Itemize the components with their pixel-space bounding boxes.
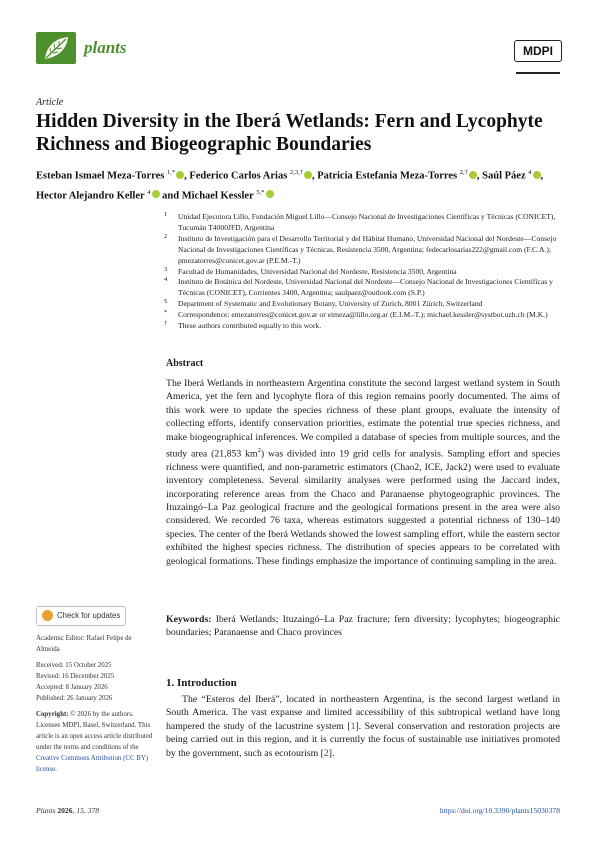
copyright-end: . bbox=[55, 766, 57, 773]
affiliations bbox=[162, 212, 562, 332]
abstract-heading: Abstract bbox=[166, 358, 204, 369]
affiliation-mark: † bbox=[164, 320, 168, 328]
plants-leaf-icon bbox=[36, 32, 76, 64]
abstract-text: ) was divided into 19 grid cells for analysis. Sampling effort and species richness were quantified, and non-parametric estimators (Chao2, ICE, Jack2) were used to evaluate inventory completeness. Several similarity analyses were performed using the Jaccard index, incorporating reference areas from the Chaco and Paranaense phytogeographic provinces. The Ituzaingó–La Paz geological fracture and the geological formations present in the area were also considered. We recorded 76 taxa, whereas estimators suggested a potential richness of 130–140 species. The center of the Iberá Wetlands showed the lowest sampling effort, while the eastern sector exhibited the highest species richness. The distribution of species appears to be correlated with geological formations. These findings emphasize the importance of continuing sampling in the area. bbox=[166, 448, 560, 567]
copyright-label: Copyright: bbox=[36, 711, 69, 718]
keywords bbox=[166, 613, 560, 640]
equal-contribution-note bbox=[162, 321, 562, 332]
orcid-icon[interactable] bbox=[533, 171, 541, 179]
paragraph-text: ]. bbox=[328, 747, 335, 759]
publisher-logo-underline bbox=[514, 62, 562, 65]
section-heading: 1. Introduction bbox=[166, 677, 237, 689]
affiliation-mark: 3 bbox=[164, 265, 168, 273]
citation-journal: Plants bbox=[36, 806, 56, 815]
check-for-updates-label: Check for updates bbox=[57, 611, 121, 620]
abstract-text: The Iberá Wetlands in northeastern Argentina constitute the second largest wetland system in South America, yet the fern and lycophyte flora of this region remains poorly documented. The aims of this work were to update the species richness of these plant groups, evaluate the intensity of collecting efforts, identify conservation priorities, estimate the potential true species richness, and make biogeographical inferences. We compiled a database of species from multiple sources, and the study area (21,853 km bbox=[166, 378, 560, 460]
author-affiliation-mark: 5,* bbox=[256, 188, 265, 196]
affiliation-item bbox=[162, 267, 562, 278]
introduction-paragraph bbox=[166, 693, 560, 760]
affiliation-item bbox=[162, 212, 562, 234]
reference-link[interactable]: 2 bbox=[323, 747, 329, 759]
affiliation-mark: 5 bbox=[164, 298, 168, 306]
affiliation-mark: 2 bbox=[164, 232, 168, 240]
abstract-superscript: 2 bbox=[257, 447, 261, 455]
affiliation-text: Unidad Ejecutora Lillo, Fundación Miguel Lillo—Consejo Nacional de Investigaciones Científicas y Técnicas (CONICET), Tucumán T4000JFD, Argentina bbox=[178, 212, 556, 232]
affiliation-item bbox=[162, 299, 562, 310]
paragraph-text: The “Esteros del Iberá”, located in northeastern Argentina, is the second largest wetland in South America. The vast expanse and limited accessibility of this subtropical wetland have long hampered the study of the lacustrine system [ bbox=[166, 694, 560, 732]
author-affiliation-mark: 1,* bbox=[166, 169, 176, 176]
paragraph-text: ]. Several conservation and restoration projects are being carried out in this region, and it is currently the focus of sustainable use initiatives promoted by the government, such as ecotourism [ bbox=[166, 720, 560, 759]
keywords-label: Keywords: bbox=[166, 614, 212, 625]
reference-link[interactable]: 1 bbox=[350, 720, 356, 732]
affiliation-item bbox=[162, 234, 562, 267]
author-name: Michael Kessler bbox=[181, 190, 254, 201]
citation-footer bbox=[36, 806, 99, 815]
affiliation-mark: * bbox=[164, 309, 168, 317]
correspondence-text: Correspondence: emezatorres@conicet.gov.ar or eimeza@lillo.org.ar (E.I.M.-T.); michael.kessler@systbot.uzh.ch (M.K.) bbox=[178, 310, 548, 320]
academic-editor: Academic Editor: Rafael Felipe de Almeida bbox=[36, 635, 132, 653]
copyright-notice bbox=[36, 709, 154, 775]
orcid-icon[interactable] bbox=[176, 171, 184, 179]
affiliation-mark: 4 bbox=[164, 276, 168, 284]
citation-volume-article: , 15, 378 bbox=[72, 806, 100, 815]
check-for-updates-icon bbox=[42, 610, 53, 621]
doi-link[interactable]: https://doi.org/10.3390/plants15030378 bbox=[439, 806, 560, 815]
article-title: Hidden Diversity in the Iberá Wetlands: Fern and Lycophyte Richness and Biogeographic Boundaries bbox=[36, 111, 543, 155]
author-name: Federico Carlos Arias bbox=[189, 170, 288, 182]
received-date: Received: 15 October 2025 bbox=[36, 662, 112, 669]
orcid-icon[interactable] bbox=[152, 190, 160, 198]
citation-year: 2026 bbox=[57, 806, 73, 815]
journal-logo bbox=[36, 32, 76, 64]
equal-contribution-text: These authors contributed equally to this work. bbox=[178, 321, 322, 331]
orcid-icon[interactable] bbox=[304, 171, 312, 179]
copyright-text: © 2026 by the authors. Licensee MDPI, Basel, Switzerland. This article is an open access article distributed under the terms and conditions of the bbox=[36, 711, 153, 751]
author-affiliation-mark: 2,† bbox=[459, 169, 468, 176]
accepted-date: Accepted: 8 January 2026 bbox=[36, 684, 108, 691]
author-affiliation-mark: 4 bbox=[147, 188, 151, 196]
journal-name[interactable]: plants bbox=[84, 38, 127, 57]
orcid-icon[interactable] bbox=[469, 171, 477, 179]
keywords-text: Iberá Wetlands; Ituzaingó–La Paz fracture; fern diversity; lycophytes; biogeographic boundaries; Paranaense and Chaco provinces bbox=[166, 614, 561, 639]
author-name: Saúl Páez bbox=[482, 170, 526, 182]
article-info-sidebar bbox=[36, 633, 154, 780]
check-for-updates-button[interactable] bbox=[36, 606, 126, 626]
affiliation-mark: 1 bbox=[164, 211, 168, 218]
affiliation-text: Department of Systematic and Evolutionary Botany, University of Zurich, 8001 Zürich, Switzerland bbox=[178, 299, 483, 309]
abstract-body bbox=[166, 377, 560, 568]
author-name: Hector Alejandro Keller bbox=[36, 190, 145, 201]
author-name: Esteban Ismael Meza-Torres bbox=[36, 170, 165, 182]
orcid-icon[interactable] bbox=[266, 190, 274, 198]
revised-date: Revised: 16 December 2025 bbox=[36, 673, 115, 680]
publisher-logo[interactable]: MDPI bbox=[514, 40, 562, 62]
article-type: Article bbox=[36, 97, 64, 108]
correspondence-item bbox=[162, 310, 562, 321]
affiliation-text: Instituto de Investigación para el Desarrollo Territorial y del Hábitat Humano, Universidad Nacional del Nordeste—Consejo Nacional de Investigaciones Científicas y Técnicas, Resistencia 3500, Argentina; fedecarlosarias222@gmail.com (F.C.A.); pmezatorres@conicet.gov.ar (P.E.M.-T.) bbox=[178, 233, 557, 265]
license-link[interactable]: Creative Commons Attribution (CC BY) license bbox=[36, 755, 149, 773]
affiliation-item bbox=[162, 277, 562, 299]
author-list: Esteban Ismael Meza-Torres $^{1,*}$ , Federico Carlos Arias $^{2,3,\dagger}$ , Patricia Estefania Meza-Torres $^{2,\dagger}$ , Saúl Páez $^4$ , Hector Alejandro Keller $^4$ and Michael Kessler $^{5,*}$ bbox=[36, 169, 544, 201]
author-name: Patricia Estefania Meza-Torres bbox=[317, 170, 458, 182]
affiliation-text: Instituto de Botánica del Nordeste, Universidad Nacional del Nordeste—Consejo Nacional de Investigaciones Científicas y Técnicas (CONICET), Corrientes 3400, Argentina; saulpaez@outlook.com (S.P.) bbox=[178, 277, 553, 298]
published-date: Published: 26 January 2026 bbox=[36, 695, 113, 702]
author-affiliation-mark: 4 bbox=[528, 169, 532, 176]
affiliation-text: Facultad de Humanidades, Universidad Nacional del Nordeste, Resistencia 3500, Argentina bbox=[178, 266, 457, 276]
author-affiliation-mark: 2,3,† bbox=[289, 169, 303, 176]
